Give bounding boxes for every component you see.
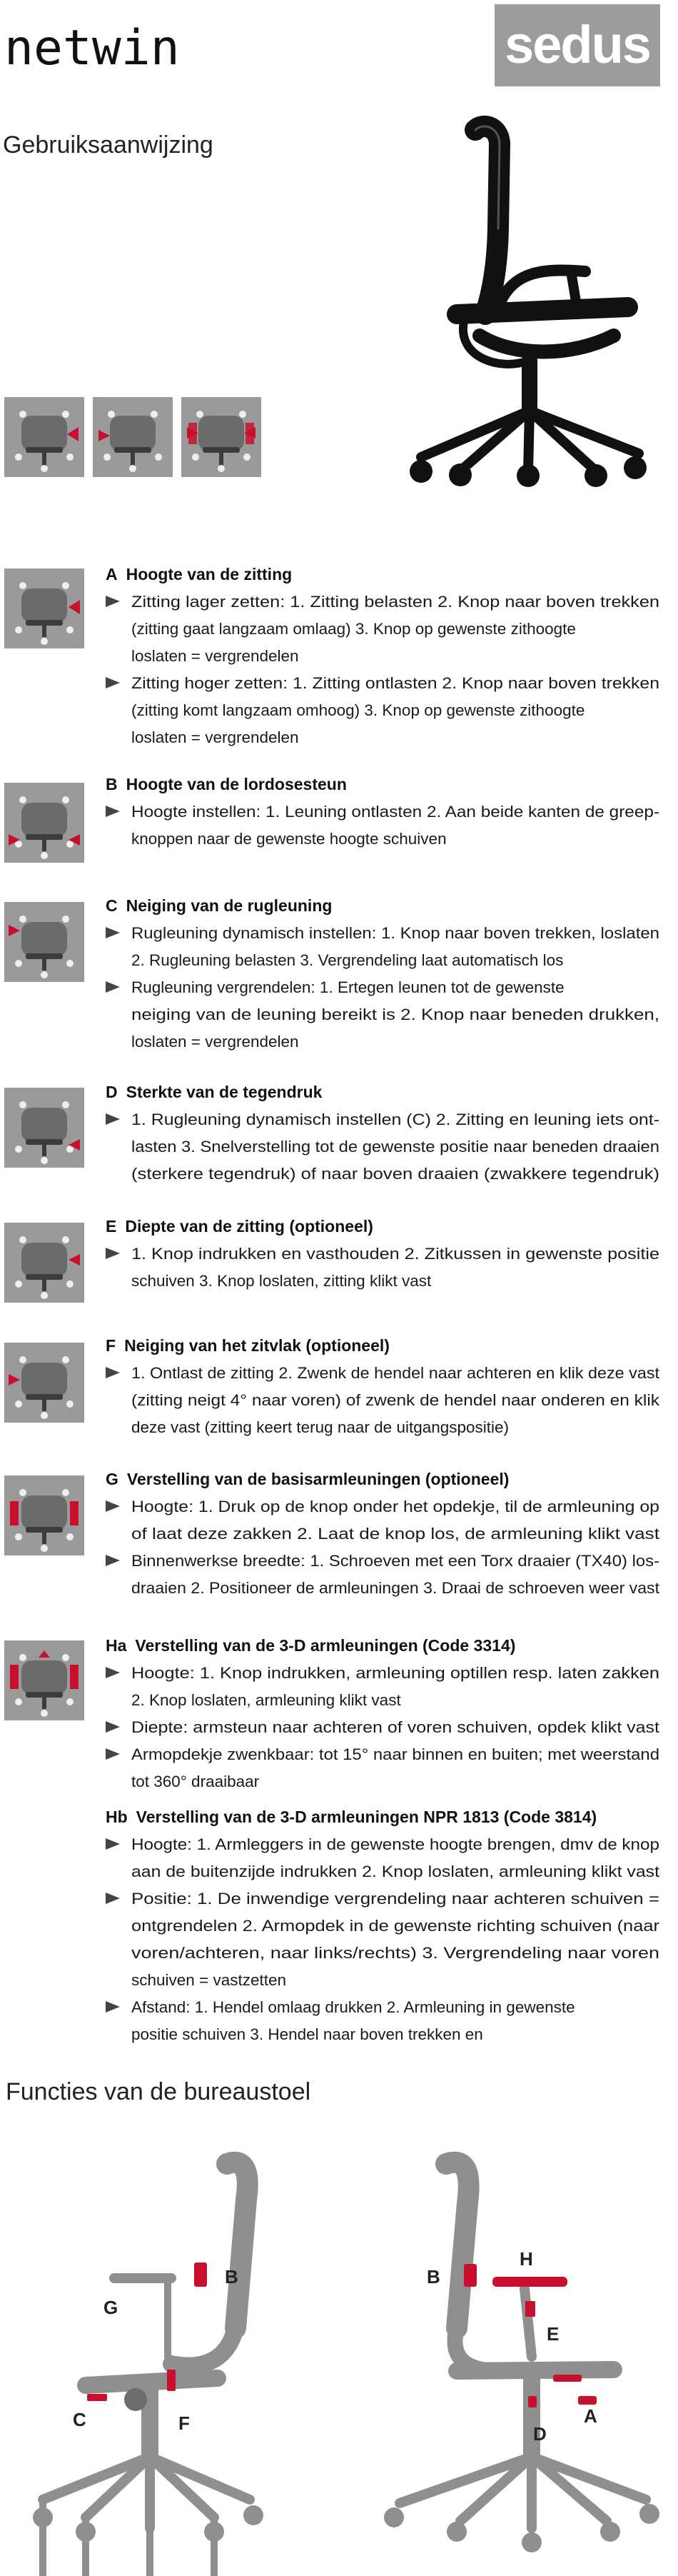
instruction-line: 2. Knop loslaten, armleuning klikt vast [131, 1691, 401, 1709]
seat-tilt-icon [4, 1343, 84, 1423]
section-hb [106, 1808, 660, 2043]
section-title-text: Diepte van de zitting (optioneel) [125, 1217, 373, 1236]
instruction-line: 1. Ontlast de zitting 2. Zwenk de hendel naar achteren en klik deze vast [131, 1364, 660, 1382]
instruction-sections [4, 565, 660, 2043]
section-title [106, 1808, 597, 1826]
section-title-text: Verstelling van de basisarmleuningen (optioneel) [126, 1470, 510, 1488]
instruction-line: schuiven = vastzetten [131, 1971, 287, 1989]
section-d [4, 1083, 659, 1183]
section-b [4, 775, 659, 863]
section-title [106, 1470, 509, 1488]
section-letter: G [106, 1470, 118, 1488]
section-letter: B [106, 775, 118, 793]
bullet-arrow-icon [106, 677, 120, 688]
bullet-arrow-icon [106, 1721, 120, 1733]
section-title [106, 775, 347, 793]
bullet-arrow-icon [106, 1500, 120, 1512]
brand-logo: sedus [505, 15, 650, 74]
instruction-line: loslaten = vergrendelen [131, 647, 299, 665]
bullet-arrow-icon [106, 927, 120, 938]
instruction-line: (sterkere tegendruk) of naar boven draaien (zwakkere tegendruk) [131, 1165, 659, 1183]
instruction-line: (zitting gaat langzaam omlaag) 3. Knop op gewenste zithoogte [131, 620, 576, 638]
instruction-line: loslaten = vergrendelen [131, 1033, 299, 1051]
function-label-left-b: B [225, 2266, 238, 2287]
bullet-arrow-icon [106, 1248, 120, 1259]
product-title: netwin [4, 20, 180, 76]
section-title [106, 1083, 323, 1101]
section-letter: D [106, 1083, 118, 1101]
section-letter: F [106, 1336, 116, 1355]
bullet-arrow-icon [106, 1113, 120, 1125]
function-label-left-g: G [103, 2297, 118, 2318]
instruction-line: (zitting komt langzaam omhoog) 3. Knop op gewenste zithoogte [131, 701, 585, 719]
section-f [4, 1336, 660, 1436]
basic-armrest-icon [4, 1475, 84, 1555]
bullet-arrow-icon [106, 1838, 120, 1850]
instruction-line: of laat deze zakken 2. Laat de knop los, de armleuning klikt vast [131, 1525, 660, 1543]
bullet-arrow-icon [106, 1748, 120, 1760]
instruction-line: 1. Knop indrukken en vasthouden 2. Zitkussen in gewenste positie [131, 1245, 659, 1263]
bullet-arrow-icon [106, 1667, 120, 1678]
instruction-line: lasten 3. Snelverstelling tot de gewenste positie naar beneden draaien [131, 1138, 659, 1156]
function-chair-right-wheels [384, 2504, 659, 2552]
instruction-line: Armopdekje zwenkbaar: tot 15° naar binnen en buiten; met weerstand [131, 1745, 660, 1763]
bullet-arrow-icon [106, 1555, 120, 1566]
section-title [106, 1336, 390, 1355]
functions-heading: Functies van de bureaustoel [6, 2078, 311, 2105]
function-label-right-b: B [427, 2266, 440, 2287]
section-title-text: Verstelling van de 3-D armleuningen (Code 3314) [135, 1636, 516, 1655]
instruction-line: Hoogte: 1. Knop indrukken, armleuning optillen resp. laten zakken [131, 1664, 659, 1682]
section-c [4, 896, 659, 1051]
counter-pressure-icon [4, 1088, 84, 1168]
function-label-right-a: A [584, 2405, 597, 2427]
instruction-line: Hoogte: 1. Druk op de knop onder het opdekje, til de armleuning op [131, 1498, 659, 1515]
instruction-line: positie schuiven 3. Hendel naar boven trekken en [131, 2025, 483, 2043]
instruction-line: Positie: 1. De inwendige vergrendeling naar achteren schuiven = [131, 1890, 659, 1908]
function-label-left-f: F [178, 2412, 190, 2434]
function-label-right-d: D [533, 2423, 547, 2445]
section-title-text: Verstelling van de 3-D armleuningen NPR 1813 (Code 3814) [136, 1808, 597, 1826]
instruction-line: Afstand: 1. Hendel omlaag drukken 2. Armleuning in gewenste [131, 1998, 575, 2016]
section-letter: Hb [106, 1808, 128, 1826]
function-label-right-h: H [520, 2248, 533, 2270]
backrest-tilt-icon [4, 902, 84, 982]
section-ha [4, 1636, 660, 1790]
section-letter: A [106, 565, 118, 583]
instruction-line: Hoogte: 1. Armleggers in de gewenste hoogte brengen, dmv de knop [131, 1835, 659, 1853]
instruction-line: loslaten = vergrendelen [131, 728, 299, 746]
section-a [4, 565, 659, 746]
overview-icon-seat-front [4, 397, 84, 477]
function-chair-right [400, 2162, 646, 2528]
bullet-arrow-icon [106, 806, 120, 817]
instruction-line: Rugleuning dynamisch instellen: 1. Knop naar boven trekken, loslaten [131, 924, 659, 942]
section-title-text: Neiging van de rugleuning [126, 896, 333, 915]
instruction-line: deze vast (zitting keert terug naar de uitgangspositie) [131, 1418, 510, 1436]
section-title [106, 896, 332, 915]
instruction-line: draaien 2. Positioneer de armleuningen 3. Draai de schroeven weer vast [131, 1579, 660, 1597]
instruction-line: voren/achteren, naar links/rechts) 3. Vergrendeling naar voren [131, 1944, 659, 1962]
instruction-line: aan de buitenzijde indrukken 2. Knop loslaten, armleuning klikt vast [131, 1863, 660, 1880]
page-subtitle: Gebruiksaanwijzing [3, 131, 213, 159]
3d-armrest-icon [4, 1640, 84, 1720]
section-e [4, 1217, 659, 1303]
section-letter: C [106, 896, 118, 915]
instruction-line: Binnenwerkse breedte: 1. Schroeven met een Torx draaier (TX40) los- [131, 1552, 659, 1570]
instruction-line: tot 360° draaibaar [131, 1773, 260, 1790]
bullet-arrow-icon [106, 1893, 120, 1904]
instruction-line: Diepte: armsteun naar achteren of voren schuiven, opdek klikt vast [131, 1718, 660, 1736]
section-g [4, 1470, 660, 1597]
section-title [106, 1217, 373, 1236]
function-chair-left [43, 2162, 250, 2576]
section-title-text: Hoogte van de lordosesteun [126, 775, 347, 793]
function-label-left-c: C [73, 2409, 86, 2430]
section-letter: Ha [106, 1636, 127, 1655]
lumbar-support-icon [4, 783, 84, 863]
section-title-text: Neiging van het zitvlak (optioneel) [124, 1336, 390, 1355]
section-letter: E [106, 1217, 117, 1236]
overview-icon-armrests [181, 397, 261, 477]
instruction-line: ontgrendelen 2. Armopdek in de gewenste richting schuiven (naar [131, 1917, 660, 1935]
bullet-arrow-icon [106, 1367, 120, 1378]
instruction-line: 1. Rugleuning dynamisch instellen (C) 2. Zitting en leuning iets ont- [131, 1111, 659, 1128]
instruction-line: Rugleuning vergrendelen: 1. Ertegen leunen tot de gewenste [131, 978, 565, 996]
instruction-line: Zitting lager zetten: 1. Zitting belasten 2. Knop naar boven trekken [131, 593, 659, 611]
section-title-text: Hoogte van de zitting [126, 565, 293, 583]
instruction-line: Zitting hoger zetten: 1. Zitting ontlasten 2. Knop naar boven trekken [131, 674, 659, 692]
section-title [106, 565, 292, 583]
overview-icon-seat-side [93, 397, 173, 477]
instruction-line: neiging van de leuning bereikt is 2. Knop naar beneden drukken, [131, 1006, 659, 1023]
instruction-line: 2. Rugleuning belasten 3. Vergrendeling laat automatisch los [131, 951, 564, 969]
section-title [106, 1636, 515, 1655]
instruction-line: schuiven 3. Knop loslaten, zitting klikt vast [131, 1272, 432, 1290]
seat-height-icon [4, 568, 84, 648]
bullet-arrow-icon [106, 596, 120, 607]
instruction-line: (zitting neigt 4° naar voren) of zwenk de hendel naar onderen en klik [131, 1391, 660, 1409]
hero-chair-illustration [421, 126, 639, 471]
seat-depth-icon [4, 1223, 84, 1303]
section-title-text: Sterkte van de tegendruk [126, 1083, 323, 1101]
function-label-right-e: E [547, 2323, 560, 2345]
bullet-arrow-icon [106, 981, 120, 993]
instruction-line: Hoogte instellen: 1. Leuning ontlasten 2. Aan beide kanten de greep- [131, 803, 659, 821]
bullet-arrow-icon [106, 2001, 120, 2013]
instruction-line: knoppen naar de gewenste hoogte schuiven [131, 830, 447, 848]
